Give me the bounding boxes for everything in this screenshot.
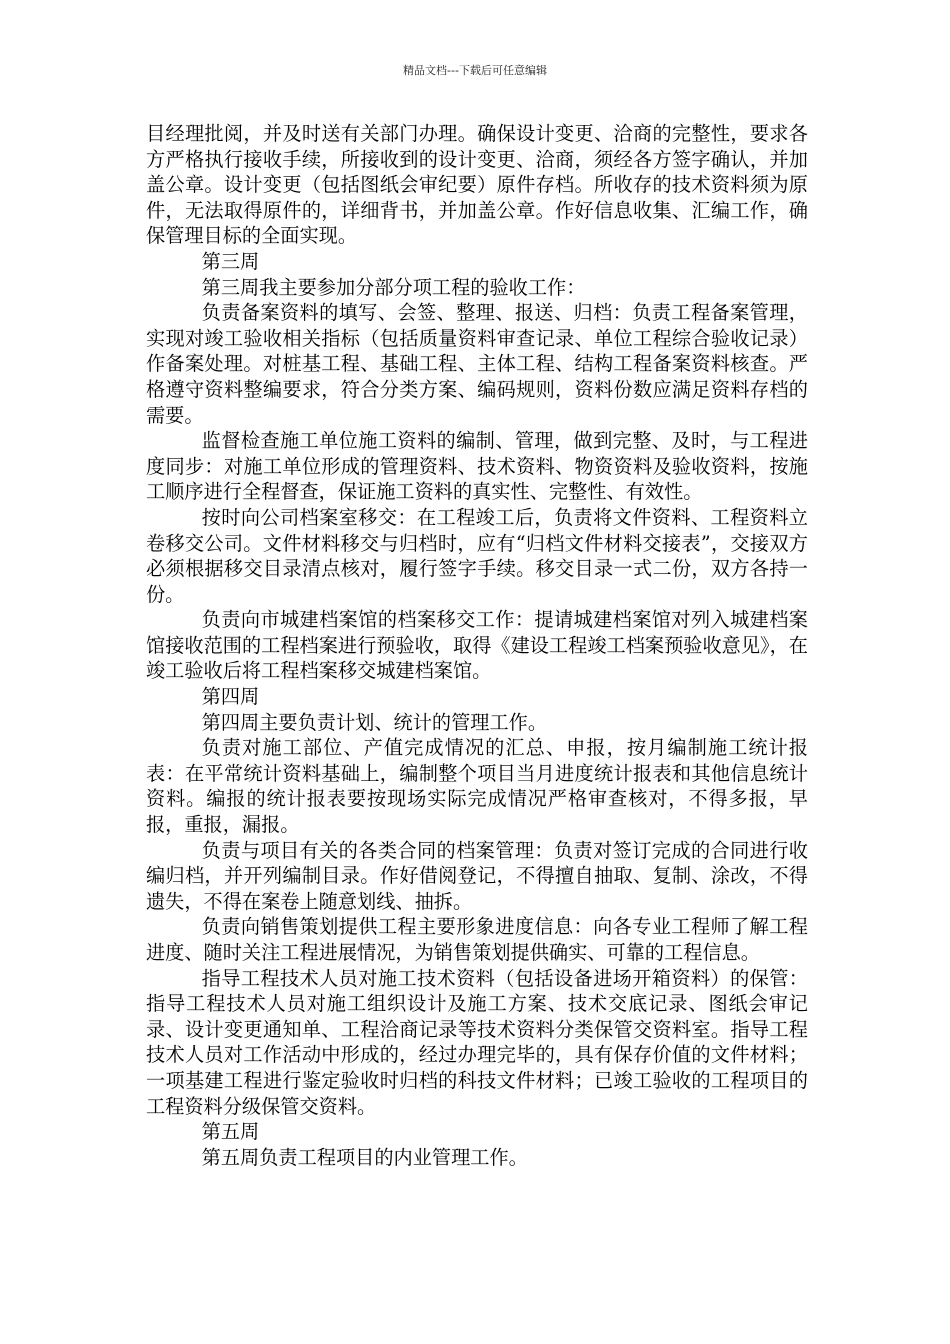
paragraph-week-4-intro: 第四周主要负责计划、统计的管理工作。 — [201, 710, 548, 734]
paragraph-week-3-intro: 第三周我主要参加分部分项工程的验收工作： — [201, 275, 586, 299]
paragraph-statistics-reports: 负责对施工部位、产值完成情况的汇总、申报，按月编制施工统计报表：在平常统计资料基础上，编制整个项目当月进度统计报表和其他信息统计资料。编报的统计报表要按现场实际完成情况严格审查核对，不得多报，早报，重报，漏报。 — [146, 736, 808, 837]
paragraph-filing-records: 负责备案资料的填写、会签、整理、报送、归档：负责工程备案管理，实现对竣工验收相关指标（包括质量资料审查记录、单位工程综合验收记录）作备案处理。对桩基工程、基础工程、主体工程、结构工程备案资料核查。严格遵守资料整编要求，符合分类方案、编码规则，资料份数应满足资料存档的需要。 — [146, 301, 808, 427]
paragraph-technical-docs-custody: 指导工程技术人员对施工技术资料（包括设备进场开箱资料）的保管：指导工程技术人员对施工组织设计及施工方案、技术交底记录、图纸会审记录、设计变更通知单、工程洽商记录等技术资料分类保管交资料室。指导工程技术人员对工作活动中形成的，经过办理完毕的，具有保存价值的文件材料；一项基建工程进行鉴定验收时归档的科技文件材料；已竣工验收的工程项目的工程资料分级保管交资料。 — [146, 966, 808, 1118]
paragraph-week-5-intro: 第五周负责工程项目的内业管理工作。 — [201, 1145, 528, 1169]
heading-week-3: 第三周 — [201, 249, 260, 273]
paragraph-contract-archives: 负责与项目有关的各类合同的档案管理：负责对签订完成的合同进行收编归档，并开列编制目录。作好借阅登记，不得擅自抽取、复制、涂改，不得遗失，不得在案卷上随意划线、抽拆。 — [146, 838, 808, 913]
heading-week-5: 第五周 — [201, 1120, 260, 1144]
paragraph-continuation: 目经理批阅，并及时送有关部门办理。确保设计变更、洽商的完整性，要求各方严格执行接收手续，所接收到的设计变更、洽商，须经各方签字确认，并加盖公章。设计变更（包括图纸会审纪要）原件存档。所收存的技术资料须为原件，无法取得原件的，详细背书，并加盖公章。作好信息收集、汇编工作，确保管理目标的全面实现。 — [146, 122, 808, 248]
page-header: 精品文档---下载后可任意编辑 — [403, 64, 547, 77]
paragraph-supervise-construction-docs: 监督检查施工单位施工资料的编制、管理，做到完整、及时，与工程进度同步：对施工单位形成的管理资料、技术资料、物资资料及验收资料，按施工顺序进行全程督查，保证施工资料的真实性、完整性、有效性。 — [146, 429, 808, 504]
paragraph-sales-progress-info: 负责向销售策划提供工程主要形象进度信息：向各专业工程师了解工程进度、随时关注工程进展情况，为销售策划提供确实、可靠的工程信息。 — [146, 915, 808, 964]
heading-week-4: 第四周 — [201, 685, 260, 709]
paragraph-company-archive-transfer: 按时向公司档案室移交：在工程竣工后，负责将文件资料、工程资料立卷移交公司。文件材料移交与归档时，应有“归档文件材料交接表”，交接双方必须根据移交目录清点核对，履行签字手续。移交目录一式二份，双方各持一份。 — [146, 505, 808, 606]
document-body — [146, 121, 808, 1170]
paragraph-city-archive-transfer: 负责向市城建档案馆的档案移交工作：提请城建档案馆对列入城建档案馆接收范围的工程档案进行预验收，取得《建设工程竣工档案预验收意见》，在竣工验收后将工程档案移交城建档案馆。 — [146, 608, 808, 683]
